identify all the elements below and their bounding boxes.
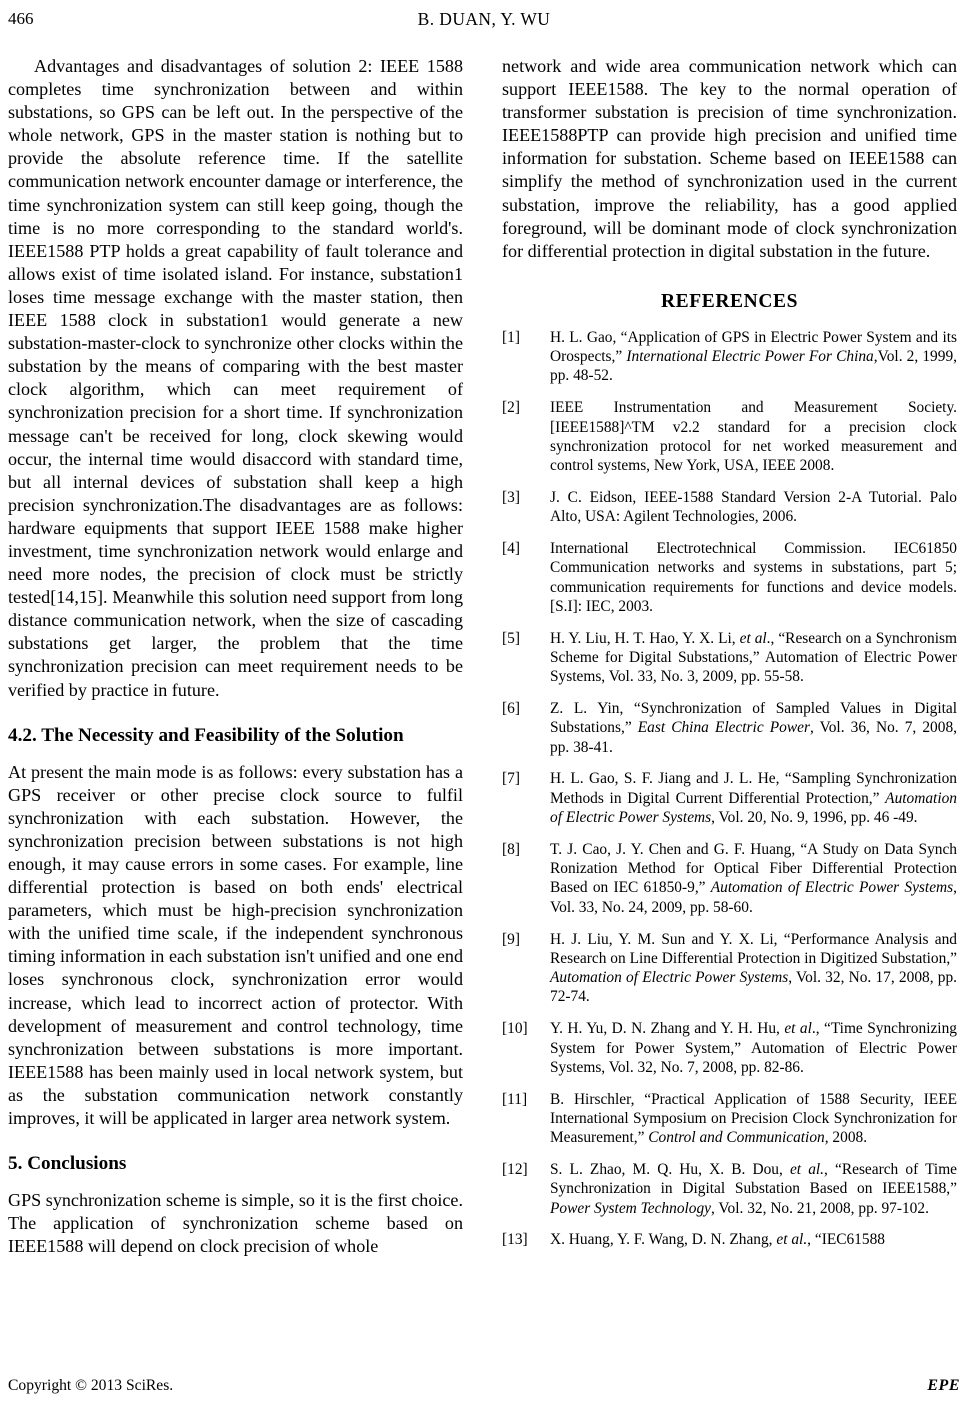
reference-number: [8] xyxy=(502,840,520,858)
references-list xyxy=(502,328,957,1250)
reference-text: S. L. Zhao, M. Q. Hu, X. B. Dou, et al., “Research of Time Synchronization in Digital Substation Based on IEEE1588,” Power System Technology, Vol. 32, No. 21, 2008, pp. 97-102. xyxy=(550,1161,958,1217)
reference-text: T. J. Cao, J. Y. Chen and G. F. Huang, “A Study on Data Synch Ronization Method for Optical Fiber Differential Protection Based on IEC 61850-9,” Automation of Electric Power Systems, Vol. 33, No. 24, 2009, pp. 58-60. xyxy=(550,840,957,916)
reference-number: [5] xyxy=(502,629,520,647)
reference-item xyxy=(502,1160,957,1218)
reference-text: X. Huang, Y. F. Wang, D. N. Zhang, et al., “IEC61588 xyxy=(550,1231,885,1249)
reference-number: [10] xyxy=(502,1020,528,1038)
reference-number: [1] xyxy=(502,328,520,346)
reference-number: [3] xyxy=(502,488,520,506)
reference-item xyxy=(502,1230,957,1249)
reference-item xyxy=(502,488,957,527)
two-column-body xyxy=(8,55,960,1345)
page-number: 466 xyxy=(8,9,34,28)
reference-item xyxy=(502,840,957,917)
reference-text: Y. H. Yu, D. N. Zhang and Y. H. Hu, et al., “Time Synchronizing System for Power System,” Automation of Electric Power Systems, Vol. 32, No. 7, 2008, pp. 82-86. xyxy=(550,1020,957,1076)
reference-text: IEEE Instrumentation and Measurement Society. [IEEE1588]^TM v2.2 standard for a precision clock synchronization protocol for net worked measurement and control systems, New York, USA, IEEE 2008. xyxy=(550,399,957,475)
copyright-notice: Copyright © 2013 SciRes. xyxy=(8,1377,174,1394)
reference-number: [6] xyxy=(502,700,520,718)
paragraph-conclusions: GPS synchronization scheme is simple, so it is the first choice. The application of synchronization scheme based on IEEE1588 will depend on clock precision of whole xyxy=(8,1190,463,1257)
reference-number: [4] xyxy=(502,540,520,558)
reference-item xyxy=(502,930,957,1007)
reference-number: [12] xyxy=(502,1161,528,1179)
reference-text: International Electrotechnical Commission. IEC61850 Communication networks and systems in substations, part 5; communication requirements for functions and device models. [S.I]: IEC, 2003. xyxy=(550,540,957,615)
reference-item xyxy=(502,398,957,475)
reference-text: H. L. Gao, S. F. Jiang and J. L. He, “Sampling Synchronization Methods in Digital Current Differential Protection,” Automation of Electric Power Systems, Vol. 20, No. 9, 1996, pp. 46 -49. xyxy=(550,770,957,827)
reference-item xyxy=(502,629,957,687)
paragraph-conclusions-continued: network and wide area communication network which can support IEEE1588. The key to the normal operation of transformer substation is precision of time synchronization. IEEE1588PTP can provide high precision and unified time information for substation. Scheme based on IEEE1588 can simplify the method of synchronization used in the current substation, improve the reliability, has a good applied foreground, will be dominant mode of clock synchronization for differential protection in digital substation in the future. xyxy=(502,56,957,261)
reference-item xyxy=(502,769,957,827)
heading-5-conclusions: 5. Conclusions xyxy=(8,1153,127,1175)
page-footer xyxy=(8,1376,960,1400)
reference-number: [13] xyxy=(502,1231,528,1249)
paragraph-necessity: At present the main mode is as follows: every substation has a GPS receiver or other precise clock source to fulfil synchronization with each substation. However, the synchronization precision between substations is not high enough, it may cause errors in some cases. For example, line differential protection is based on both ends' electrical parameters, which must be high-precision synchronization with the unified time scale, if the independent synchronous timing information in each substation isn't unified and one end loses synchronous clock, synchronization error would increase, which lead to incorrect action of protector. With development of measurement and control technology, time synchronization between substations is more important. IEEE1588 has been mainly used in local network system, but as the substation communication network constantly improves, it will be applicated in larger area network system. xyxy=(8,761,463,1129)
heading-4-2: 4.2. The Necessity and Feasibility of the Solution xyxy=(8,724,404,746)
reference-number: [9] xyxy=(502,930,520,948)
reference-item xyxy=(502,1090,957,1148)
reference-text: B. Hirschler, “Practical Application of 1588 Security, IEEE International Symposium on Precision Clock Synchronization for Measurement,” Control and Communication, 2008. xyxy=(550,1090,957,1147)
reference-number: [2] xyxy=(502,399,520,417)
right-column xyxy=(502,55,957,1262)
reference-item xyxy=(502,699,957,757)
reference-item xyxy=(502,1019,957,1077)
reference-text: Z. L. Yin, “Synchronization of Sampled Values in Digital Substations,” East China Electric Power, Vol. 36, No. 7, 2008, pp. 38-41. xyxy=(550,700,957,756)
reference-text: J. C. Eidson, IEEE-1588 Standard Version 2-A Tutorial. Palo Alto, USA: Agilent Technologies, 2006. xyxy=(550,488,957,526)
reference-item xyxy=(502,539,957,616)
paragraph-solution-2: Advantages and disadvantages of solution 2: IEEE 1588 completes time synchronization between and within substations, so GPS can be left out. In the perspective of the whole network, GPS in the master station is nothing but to provide the absolute reference time. If the satellite communication network encounter damage or interference, the time synchronization system can still keep going, though the time is no more corresponding to the standard world's. IEEE1588 PTP holds a great capability of fault tolerance and allows exist of time isolated island. For instance, substation1 loses time message exchange with the master station, then IEEE 1588 clock in substation1 would generate a new substation-master-clock to synchronize other clocks within the substation by the means of comparing with the best master clock algorithm, which can meet requirement of synchronization precision for a short time. If synchronization message can't be received for long, clock skewing would occur, the internal time would disaccord with standard time, but all internal devices of substation shall keep a high precision synchronization.The disadvantages are as follows: hardware equipments that support IEEE 1588 make higher investment, time synchronization network would enlarge and need more nodes, the precision of clock must be strictly tested[14,15]. Meanwhile this solution need support from long distance communication network, when the size of cascading substations get larger, the problem that the time synchronization precision can meet requirement needs to be verified by practice in future. xyxy=(8,56,463,700)
running-head xyxy=(8,8,960,34)
running-head-authors: B. DUAN, Y. WU xyxy=(417,9,551,29)
reference-number: [11] xyxy=(502,1090,528,1108)
reference-text: H. L. Gao, “Application of GPS in Electric Power System and its Orospects,” International Electric Power For China,Vol. 2, 1999, pp. 48-52. xyxy=(550,328,957,385)
reference-item xyxy=(502,328,957,386)
left-column xyxy=(8,55,463,1258)
reference-text: H. J. Liu, Y. M. Sun and Y. X. Li, “Performance Analysis and Research on Line Differential Protection in Digitized Substation,” Automation of Electric Power Systems, Vol. 32, No. 17, 2008, pp. 72-74. xyxy=(550,930,958,1006)
journal-abbreviation: EPE xyxy=(927,1377,960,1394)
reference-text: H. Y. Liu, H. T. Hao, Y. X. Li, et al., “Research on a Synchronism Scheme for Digital Substations,” Automation of Electric Power Systems, Vol. 33, No. 3, 2009, pp. 55-58. xyxy=(550,629,957,686)
references-heading: REFERENCES xyxy=(660,290,799,312)
reference-number: [7] xyxy=(502,770,520,788)
